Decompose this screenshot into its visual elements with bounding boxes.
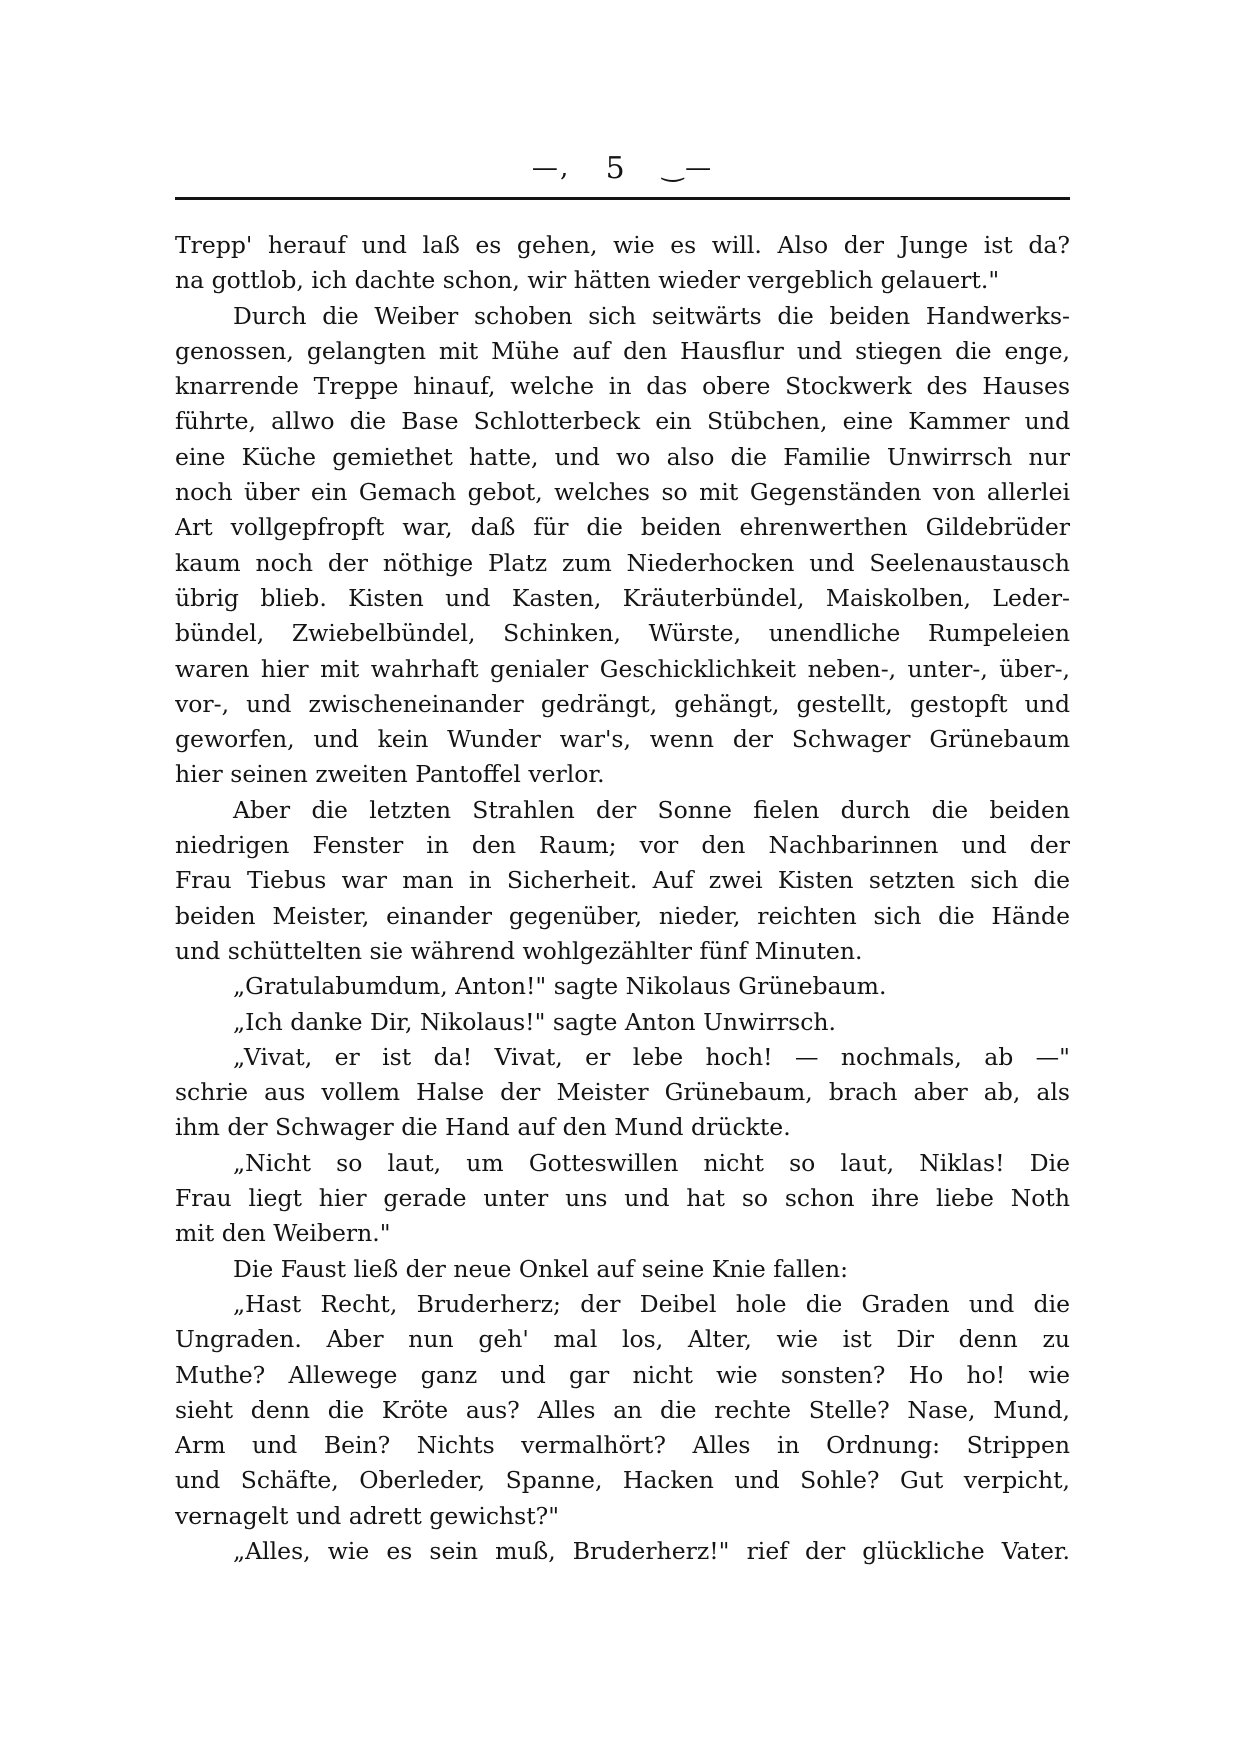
body-text — [175, 228, 1070, 1569]
text-line: „Hast Recht, Bruderherz; der Deibel hole die Graden und die — [233, 1289, 1070, 1318]
text-line: genossen, gelangten mit Mühe auf den Hausflur und stiegen die enge, — [175, 336, 1070, 365]
text-line: Arm und Bein? Nichts vermalhört? Alles in Ordnung: Strippen — [175, 1431, 1070, 1460]
header-rule — [175, 197, 1070, 200]
text-line: „Gratulabumdum, Anton!" sagte Nikolaus Grünebaum. — [233, 972, 887, 1001]
text-line: noch über ein Gemach gebot, welches so mit Gegenständen von allerlei — [175, 478, 1070, 507]
text-line: Die Faust ließ der neue Onkel auf seine Knie fallen: — [233, 1254, 849, 1283]
header-ornament-right: ‿— — [662, 153, 714, 183]
text-line: vor-, und zwischeneinander gedrängt, gehängt, gestellt, gestopft und — [175, 689, 1070, 718]
text-line: beiden Meister, einander gegenüber, nieder, reichten sich die Hände — [175, 901, 1070, 930]
text-line: na gottlob, ich dachte schon, wir hätten wieder vergeblich gelauert." — [175, 266, 1000, 295]
text-line: und schüttelten sie während wohlgezählter fünf Minuten. — [175, 936, 863, 965]
text-line: ihm der Schwager die Hand auf den Mund drückte. — [175, 1113, 791, 1142]
text-line: schrie aus vollem Halse der Meister Grünebaum, brach aber ab, als — [175, 1078, 1070, 1107]
text-line: geworfen, und kein Wunder war's, wenn der Schwager Grünebaum — [175, 725, 1070, 754]
text-line: Frau Tiebus war man in Sicherheit. Auf zwei Kisten setzten sich die — [175, 866, 1070, 895]
text-line: „Ich danke Dir, Nikolaus!" sagte Anton Unwirrsch. — [233, 1007, 836, 1036]
text-line: hier seinen zweiten Pantoffel verlor. — [175, 760, 605, 789]
text-line: kaum noch der nöthige Platz zum Niederhocken und Seelenaustausch — [175, 548, 1070, 577]
text-line: „Nicht so laut, um Gotteswillen nicht so laut, Niklas! Die — [233, 1148, 1070, 1177]
text-line: mit den Weibern." — [175, 1219, 391, 1248]
text-line: Muthe? Allewege ganz und gar nicht wie sonsten? Ho ho! wie — [175, 1360, 1070, 1389]
text-line: Durch die Weiber schoben sich seitwärts die beiden Handwerks- — [233, 301, 1070, 330]
text-line: niedrigen Fenster in den Raum; vor den Nachbarinnen und der — [175, 831, 1070, 860]
text-line: Aber die letzten Strahlen der Sonne fielen durch die beiden — [233, 795, 1070, 824]
text-line: führte, allwo die Base Schlotterbeck ein Stübchen, eine Kammer und — [175, 407, 1070, 436]
text-line: Frau liegt hier gerade unter uns und hat so schon ihre liebe Noth — [175, 1184, 1070, 1213]
text-line: übrig blieb. Kisten und Kasten, Kräuterbündel, Maiskolben, Leder- — [175, 583, 1070, 612]
page-header — [175, 150, 1070, 186]
header-ornament-left: —‚ — [531, 153, 571, 183]
text-line: „Alles, wie es sein muß, Bruderherz!" rief der glückliche Vater. — [233, 1536, 1070, 1565]
text-line: knarrende Treppe hinauf, welche in das obere Stockwerk des Hauses — [175, 372, 1070, 401]
text-line: vernagelt und adrett gewichst?" — [175, 1501, 560, 1530]
page-number: 5 — [605, 151, 627, 186]
text-line: Trepp' herauf und laß es gehen, wie es will. Also der Junge ist da? — [175, 231, 1070, 259]
text-line: und Schäfte, Oberleder, Spanne, Hacken und Sohle? Gut verpicht, — [175, 1466, 1070, 1495]
text-line: sieht denn die Kröte aus? Alles an die rechte Stelle? Nase, Mund, — [175, 1395, 1070, 1424]
text-line: eine Küche gemiethet hatte, und wo also die Familie Unwirrsch nur — [175, 442, 1070, 471]
text-line: waren hier mit wahrhaft genialer Geschicklichkeit neben-, unter-, über-, — [175, 654, 1070, 683]
text-line: Art vollgepfropft war, daß für die beiden ehrenwerthen Gildebrüder — [175, 513, 1070, 542]
text-line: „Vivat, er ist da! Vivat, er lebe hoch! — nochmals, ab —" — [233, 1042, 1070, 1071]
text-line: bündel, Zwiebelbündel, Schinken, Würste, unendliche Rumpeleien — [175, 619, 1070, 648]
text-line: Ungraden. Aber nun geh' mal los, Alter, wie ist Dir denn zu — [175, 1325, 1070, 1354]
